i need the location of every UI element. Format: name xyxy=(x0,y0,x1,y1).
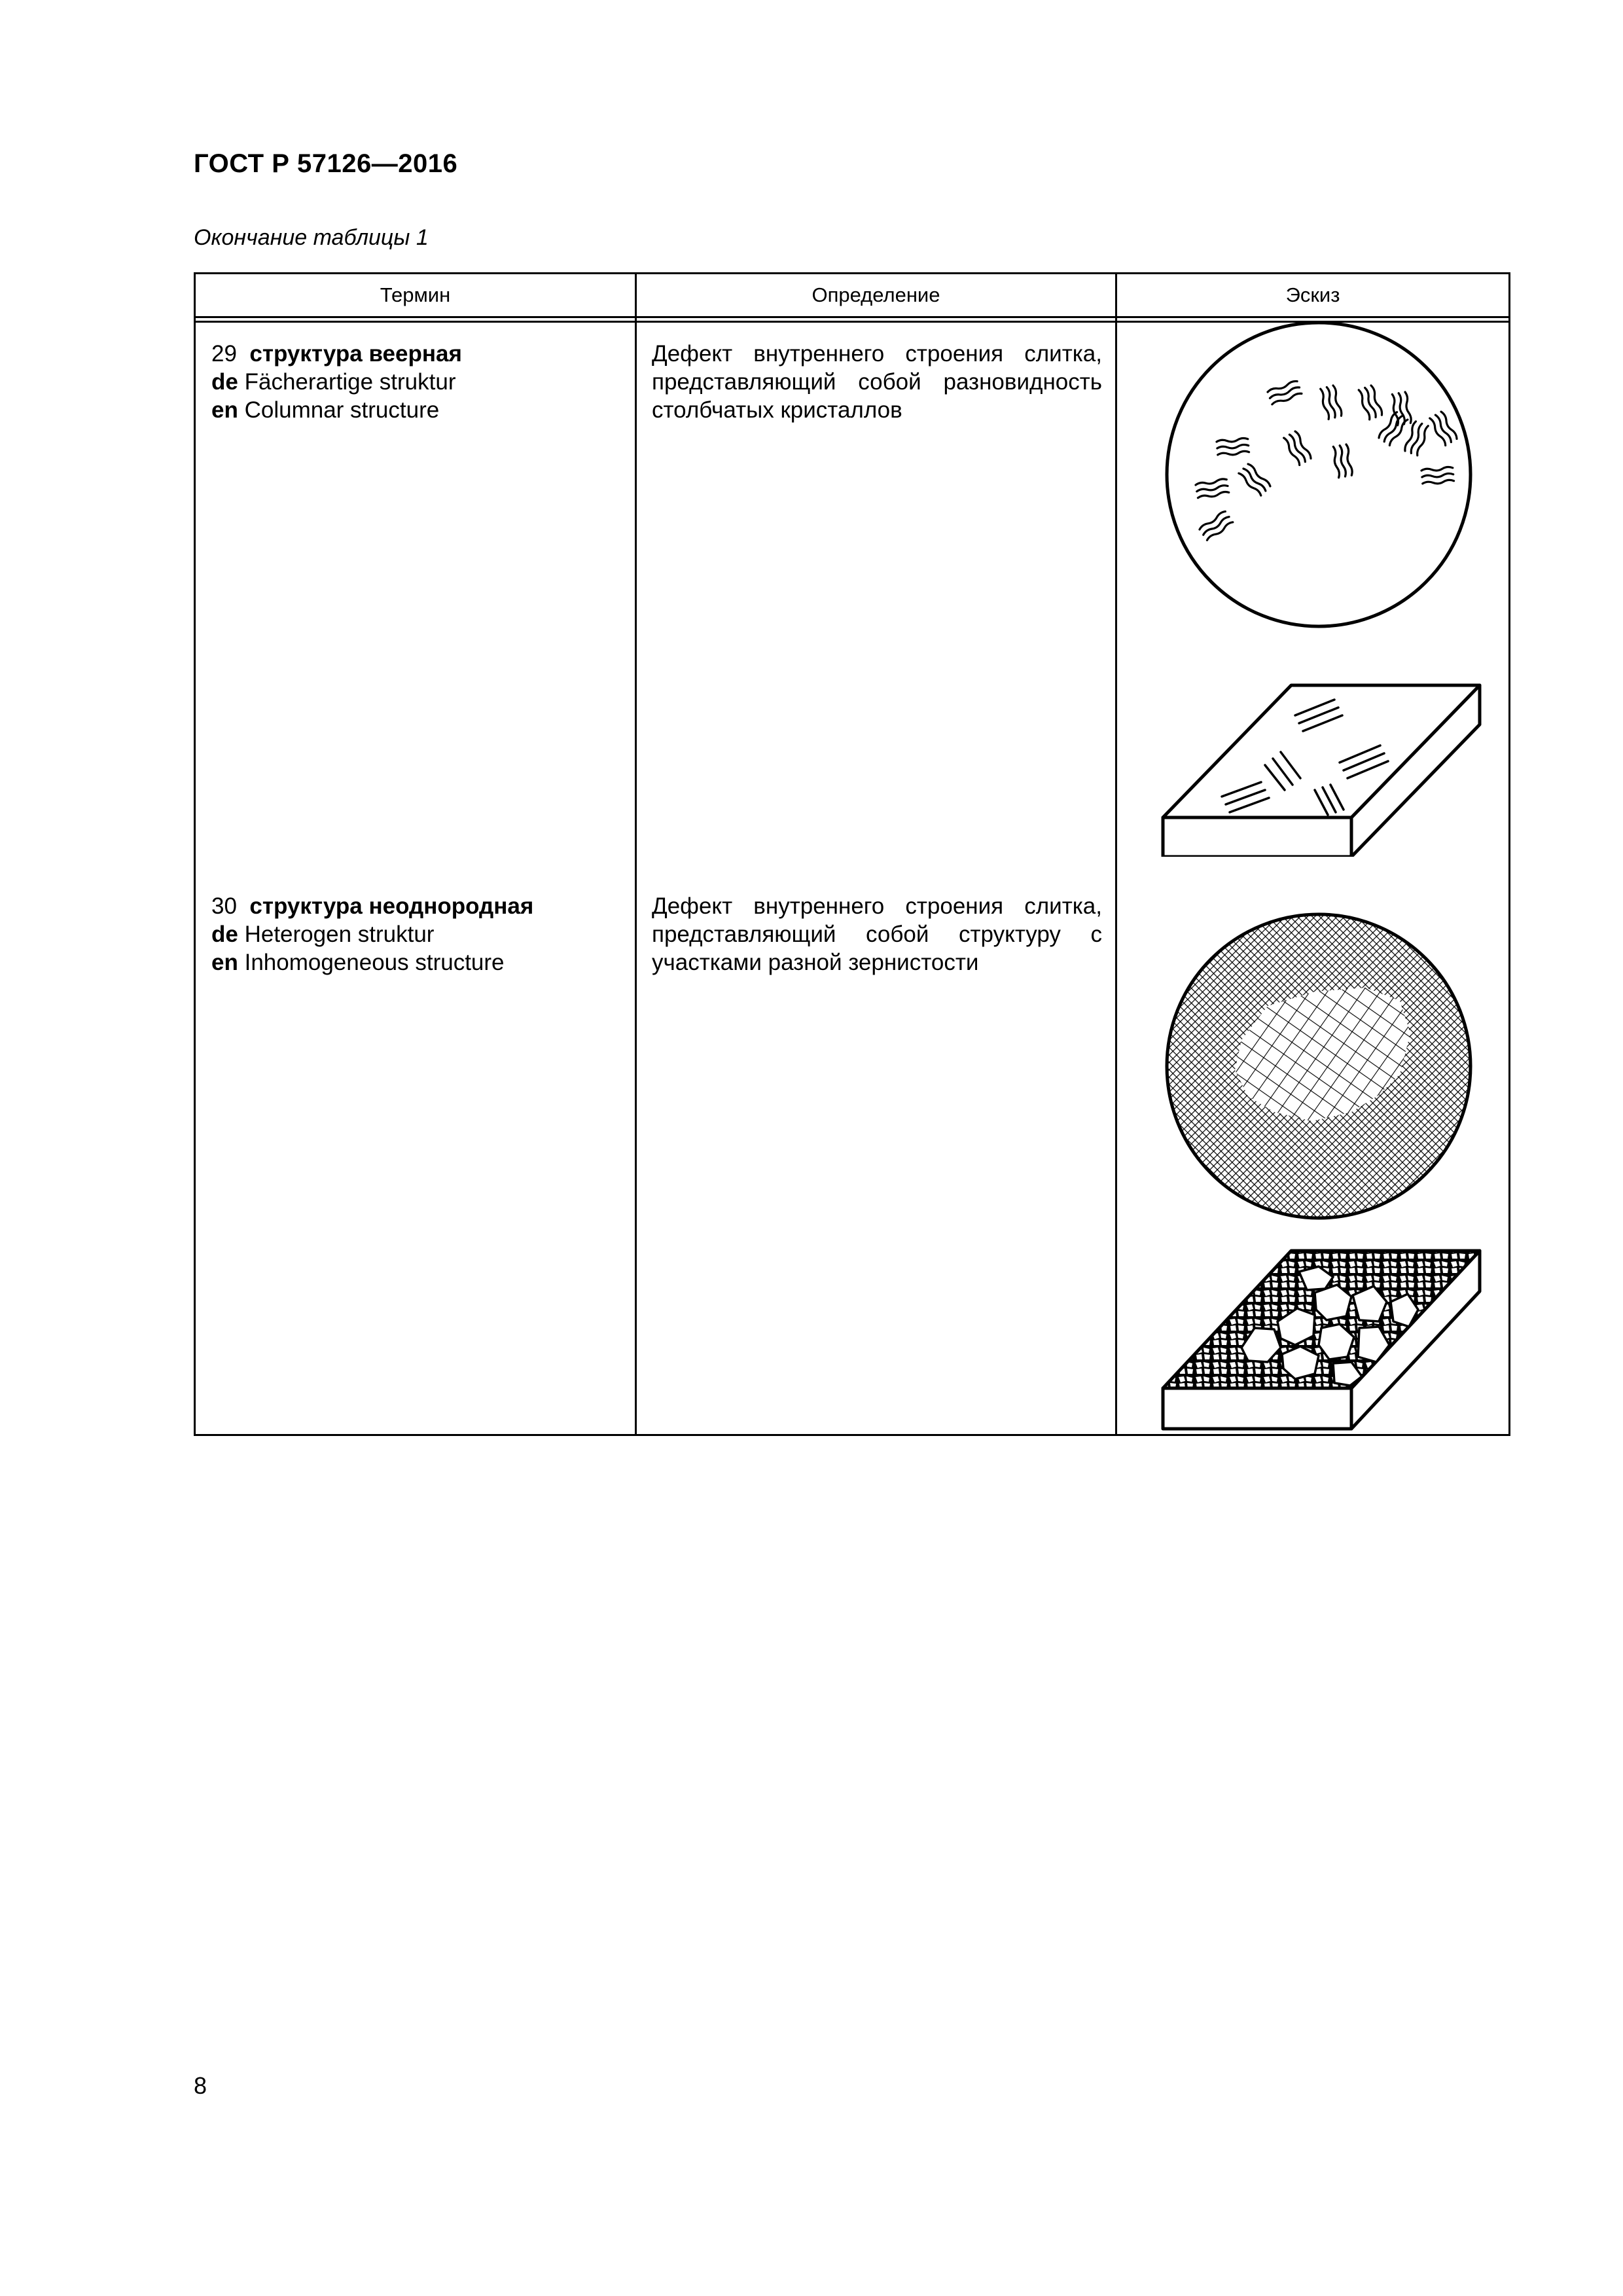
document-code: ГОСТ Р 57126—2016 xyxy=(194,149,458,178)
table-caption: Окончание таблицы 1 xyxy=(194,225,429,250)
term-name: структура неоднородная xyxy=(249,893,534,919)
lang-label-en: en xyxy=(211,950,238,975)
header-definition: Определение xyxy=(812,283,940,306)
definition-text: Дефект внутреннего строения слитка, представляющий собой структуру с участками разной зернистости xyxy=(652,893,1102,975)
definition-text: Дефект внутреннего строения слитка, представляющий собой разновидность столбчатых кристаллов xyxy=(652,341,1102,423)
inhomogeneous-structure-circle-icon xyxy=(1143,903,1497,1230)
term-en-text: Inhomogeneous structure xyxy=(244,950,505,975)
term-de xyxy=(211,368,624,396)
page-number: 8 xyxy=(194,2072,207,2099)
lang-label-de: de xyxy=(211,922,238,947)
term-en xyxy=(211,948,624,977)
term-name: структура веерная xyxy=(249,341,462,367)
header-term: Термин xyxy=(380,283,451,306)
term-de xyxy=(211,920,624,948)
term-en xyxy=(211,396,624,424)
term-de-text: Heterogen struktur xyxy=(244,922,435,947)
column-divider xyxy=(635,274,637,1434)
term-number: 29 xyxy=(211,341,237,367)
term-en-text: Columnar structure xyxy=(244,397,440,423)
term-de-text: Fächerartige struktur xyxy=(244,369,456,395)
column-divider xyxy=(1115,274,1117,1434)
lang-label-de: de xyxy=(211,369,238,395)
inhomogeneous-structure-slab-icon xyxy=(1143,1217,1497,1433)
lang-label-en: en xyxy=(211,397,238,423)
term-number: 30 xyxy=(211,893,237,919)
table-row xyxy=(211,892,624,977)
term-line xyxy=(211,892,624,920)
header-sketch: Эскиз xyxy=(1285,283,1340,306)
term-line xyxy=(211,340,624,368)
fan-structure-slab-icon xyxy=(1143,654,1497,857)
table-row xyxy=(211,340,624,424)
terms-table xyxy=(194,272,1510,1436)
fan-structure-circle-icon xyxy=(1143,314,1497,680)
